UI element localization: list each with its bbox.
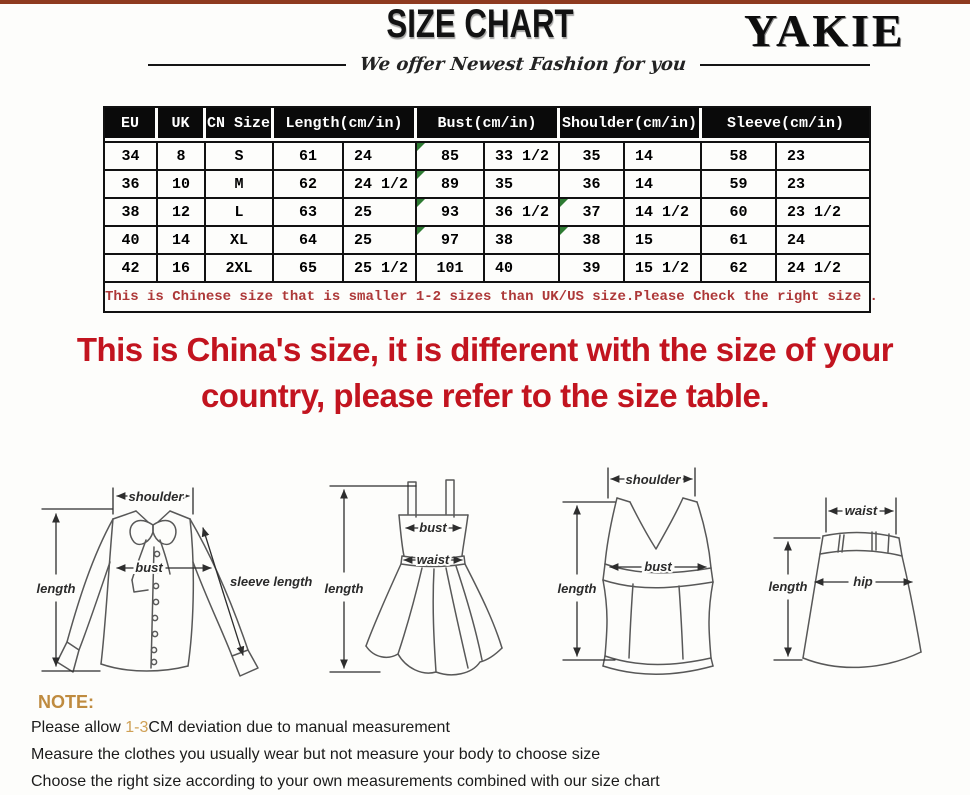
column-header: EU	[105, 108, 158, 141]
size-cell: 35	[485, 171, 560, 199]
size-cell: 14	[158, 227, 206, 255]
skirt-hip-label: hip	[853, 574, 873, 589]
size-cell: 8	[158, 141, 206, 171]
tank-bust-label: bust	[644, 559, 672, 574]
size-cell: M	[206, 171, 274, 199]
dress-length-label: length	[324, 581, 364, 596]
size-cell: 64	[274, 227, 344, 255]
column-header: Bust(cm/in)	[417, 108, 560, 141]
size-cell: 14	[625, 171, 702, 199]
size-cell: 25	[344, 199, 417, 227]
size-cell: 38	[105, 199, 158, 227]
size-cell: 24 1/2	[777, 255, 869, 283]
blouse-bust-label: bust	[135, 560, 163, 575]
dress-bust-label: bust	[419, 520, 447, 535]
skirt-measurement-diagram	[768, 462, 968, 690]
comment-marker-icon	[417, 171, 425, 179]
size-cell: 36	[560, 171, 625, 199]
skirt-waist-label: waist	[844, 503, 878, 518]
size-cell: 40	[485, 255, 560, 283]
size-cell: 24 1/2	[344, 171, 417, 199]
page-title: SIZE CHART	[386, 2, 574, 46]
size-row	[105, 227, 869, 255]
note-highlight: 1-3	[125, 719, 149, 736]
size-row	[105, 141, 869, 171]
size-cell: 89	[417, 171, 485, 199]
size-cell: 62	[702, 255, 777, 283]
size-cell: 14	[625, 141, 702, 171]
size-table-footer	[105, 283, 878, 311]
blouse-shoulder-label: shoulder	[128, 489, 184, 504]
comment-marker-icon	[560, 199, 568, 207]
header-row	[105, 108, 869, 141]
notice-line-1: This is China's size, it is different with the size of your	[76, 331, 894, 368]
note-text: Choose the right size according to your own measurements combined with our size chart	[31, 773, 660, 790]
column-header: UK	[158, 108, 206, 141]
size-cell: 14 1/2	[625, 199, 702, 227]
blouse-sleeve-length-label: sleeve length	[230, 574, 313, 589]
comment-marker-icon	[417, 199, 425, 207]
note-text: Measure the clothes you usually wear but not measure your body to choose size	[31, 746, 601, 763]
tank-measurement-diagram	[545, 462, 767, 690]
dress-waist-label: waist	[416, 552, 450, 567]
size-cell: 25	[344, 227, 417, 255]
column-header: Sleeve(cm/in)	[702, 108, 869, 141]
size-cell: 59	[702, 171, 777, 199]
size-cell: 97	[417, 227, 485, 255]
comment-marker-icon	[560, 227, 568, 235]
size-cell: 36 1/2	[485, 199, 560, 227]
note-item	[31, 741, 660, 768]
tagline	[148, 54, 828, 75]
size-cell: 16	[158, 255, 206, 283]
note-list	[31, 714, 660, 795]
size-cell: 38	[560, 227, 625, 255]
size-cell: 65	[274, 255, 344, 283]
size-cell: 58	[702, 141, 777, 171]
tank-measure-arrows	[563, 468, 706, 660]
note-text: Please allow	[31, 719, 126, 736]
tagline-text: We offer Newest Fashion for you	[358, 54, 688, 75]
size-cell: 34	[105, 141, 158, 171]
size-cell: 24	[344, 141, 417, 171]
table-footnote: This is Chinese size that is smaller 1-2 sizes than UK/US size.Please Check the right size .	[105, 289, 878, 305]
tank-drawing	[603, 498, 713, 674]
size-cell: 23 1/2	[777, 199, 869, 227]
skirt-length-label: length	[768, 579, 808, 594]
size-row	[105, 199, 869, 227]
tagline-right-divider	[700, 64, 870, 66]
note-heading: NOTE:	[38, 692, 94, 712]
blouse-length-label: length	[36, 581, 76, 596]
blouse-measurement-diagram	[30, 462, 320, 690]
size-cell: 60	[702, 199, 777, 227]
size-cell: 38	[485, 227, 560, 255]
size-cell: 23	[777, 171, 869, 199]
size-cell: 40	[105, 227, 158, 255]
size-cell: 42	[105, 255, 158, 283]
size-cell: 93	[417, 199, 485, 227]
comment-marker-icon	[417, 143, 425, 151]
size-cell: 24	[777, 227, 869, 255]
size-cell: 63	[274, 199, 344, 227]
brand-logo: YAKIE	[744, 5, 906, 56]
size-table-header	[105, 108, 869, 141]
size-table-body	[105, 141, 869, 283]
size-cell: 39	[560, 255, 625, 283]
note-text: CM deviation due to manual measurement	[148, 719, 450, 736]
size-row	[105, 255, 869, 283]
tagline-left-divider	[148, 64, 346, 66]
size-cell: 10	[158, 171, 206, 199]
comment-marker-icon	[417, 227, 425, 235]
size-cell: 25 1/2	[344, 255, 417, 283]
column-header: CN Size	[206, 108, 274, 141]
size-cell: 62	[274, 171, 344, 199]
dress-measure-arrows	[330, 486, 462, 672]
size-cell: 61	[702, 227, 777, 255]
size-notice	[0, 327, 970, 419]
size-cell: 61	[274, 141, 344, 171]
size-cell: S	[206, 141, 274, 171]
size-cell: L	[206, 199, 274, 227]
size-cell: 35	[560, 141, 625, 171]
dress-drawing	[366, 480, 502, 675]
dress-measurement-diagram	[322, 462, 547, 690]
notice-line-2: country, please refer to the size table.	[200, 377, 770, 414]
tank-shoulder-label: shoulder	[625, 472, 681, 487]
tank-length-label: length	[557, 581, 597, 596]
size-cell: 85	[417, 141, 485, 171]
size-cell: 15	[625, 227, 702, 255]
size-cell: 33 1/2	[485, 141, 560, 171]
size-cell: 101	[417, 255, 485, 283]
blouse-drawing	[57, 511, 258, 676]
note-item	[31, 768, 660, 795]
column-header: Shoulder(cm/in)	[560, 108, 702, 141]
size-cell: 37	[560, 199, 625, 227]
size-cell: 12	[158, 199, 206, 227]
size-cell: 2XL	[206, 255, 274, 283]
size-row	[105, 171, 869, 199]
footnote-row	[105, 283, 869, 311]
size-table	[103, 106, 878, 313]
skirt-drawing	[803, 532, 921, 667]
size-cell: 15 1/2	[625, 255, 702, 283]
blouse-measure-arrows	[42, 488, 243, 671]
size-cell: 36	[105, 171, 158, 199]
column-header: Length(cm/in)	[274, 108, 417, 141]
size-cell: 23	[777, 141, 869, 171]
size-cell: XL	[206, 227, 274, 255]
note-item	[31, 714, 660, 741]
